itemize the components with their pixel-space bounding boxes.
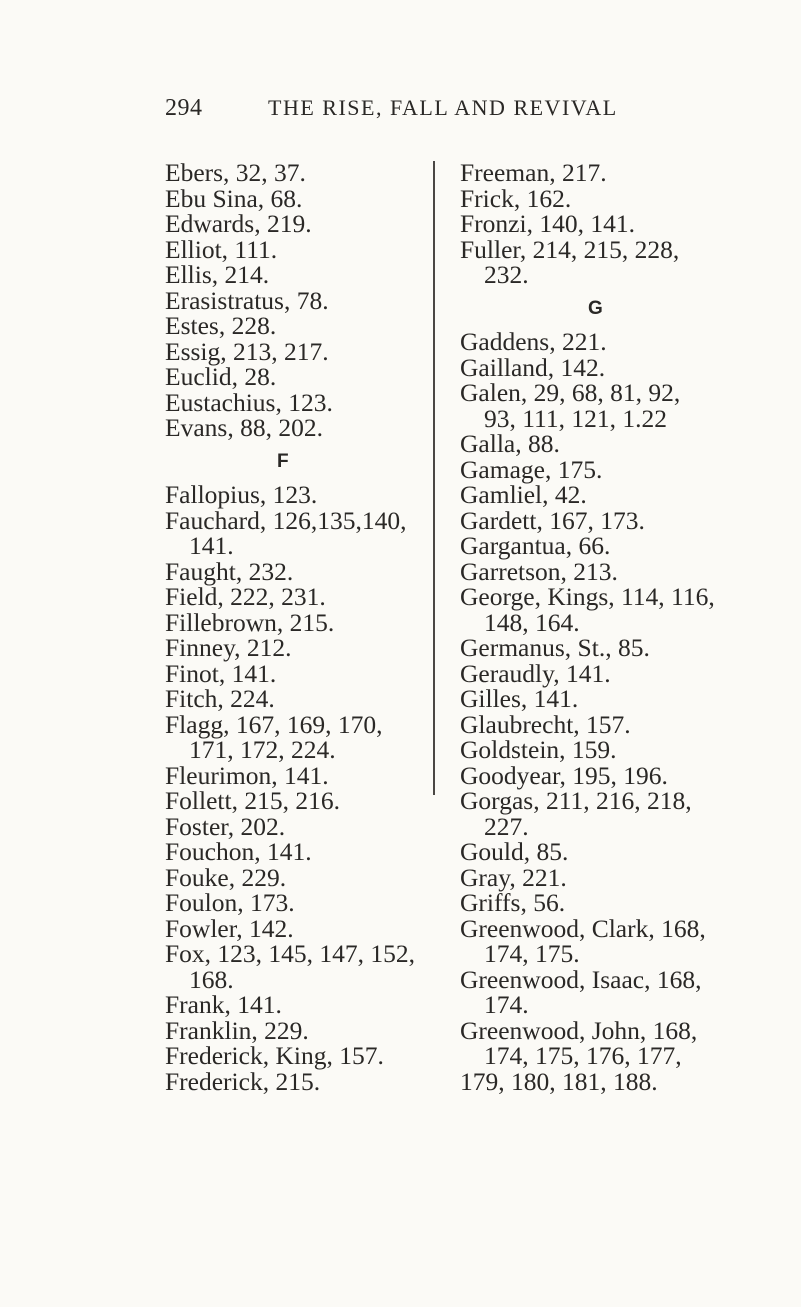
index-entry bbox=[460, 635, 722, 661]
index-entry-text: Fitch, 224. bbox=[165, 684, 275, 713]
index-column-right bbox=[460, 160, 722, 1094]
index-column-left bbox=[165, 160, 427, 1094]
index-entry-text: Gilles, 141. bbox=[460, 684, 579, 713]
index-entry bbox=[460, 533, 722, 559]
index-entry bbox=[165, 890, 427, 916]
index-group-f bbox=[165, 482, 427, 1094]
index-entry bbox=[460, 160, 722, 186]
index-entry-text: Ebu Sina, 68. bbox=[165, 183, 303, 213]
index-entry-text: George, Kings, 114, 116, bbox=[460, 582, 715, 611]
index-entry bbox=[460, 431, 722, 457]
index-entry-text: Greenwood, Isaac, 168, bbox=[460, 964, 702, 994]
index-entry-continuation: 148, 164. bbox=[484, 607, 580, 637]
index-entry-text: Gargantua, 66. bbox=[460, 531, 611, 560]
index-entry-text: Frederick, King, 157. bbox=[165, 1041, 384, 1070]
index-entry-text: Gorgas, 211, 216, 218, bbox=[460, 786, 692, 815]
index-entry-text: Fouchon, 141. bbox=[165, 837, 312, 866]
index-entry bbox=[460, 183, 722, 213]
index-entry-text: 179, 180, 181, 188. bbox=[460, 1066, 658, 1096]
index-entry-text: Franklin, 229. bbox=[165, 1015, 309, 1045]
index-group-e bbox=[165, 160, 427, 441]
index-entry-text: Evans, 88, 202. bbox=[165, 413, 323, 442]
index-entry-text: Finney, 212. bbox=[165, 633, 292, 662]
index-entry-text: Euclid, 28. bbox=[165, 362, 277, 391]
index-entry-text: Gamage, 175. bbox=[460, 454, 603, 484]
index-entry-continuation: 174, 175. bbox=[484, 939, 580, 968]
index-entry bbox=[165, 262, 427, 288]
index-entry-text: Field, 222, 231. bbox=[165, 582, 326, 611]
index-entry-text: Goldstein, 159. bbox=[460, 735, 617, 764]
index-entry-text: Glaubrecht, 157. bbox=[460, 709, 631, 739]
index-entry-text: Estes, 228. bbox=[165, 311, 277, 340]
index-entry-text: Gamliel, 42. bbox=[460, 480, 587, 509]
index-entry bbox=[165, 234, 427, 264]
index-entry bbox=[165, 211, 427, 237]
index-entry bbox=[165, 839, 427, 865]
index-entry-text: Ebers, 32, 37. bbox=[165, 158, 306, 187]
index-entry-text: Greenwood, John, 168, bbox=[460, 1015, 698, 1045]
index-entry bbox=[460, 482, 722, 508]
index-entry-text: Fallopius, 123. bbox=[165, 480, 318, 509]
index-entry-text: Fleurimon, 141. bbox=[165, 760, 329, 790]
index-entry-text: Follett, 215, 216. bbox=[165, 786, 340, 815]
index-entry bbox=[165, 1066, 427, 1096]
index-entry-text: Fillebrown, 215. bbox=[165, 607, 335, 637]
index-group-f-continued bbox=[460, 160, 722, 288]
index-entry bbox=[165, 364, 427, 390]
index-entry-text: Frick, 162. bbox=[460, 183, 572, 213]
index-entry bbox=[165, 160, 427, 186]
index-entry bbox=[460, 1015, 722, 1070]
index-entry-text: Greenwood, Clark, 168, bbox=[460, 913, 706, 943]
index-entry bbox=[165, 709, 427, 764]
index-entry-text: Geraudly, 141. bbox=[460, 658, 611, 688]
index-entry-text: Gould, 85. bbox=[460, 837, 569, 866]
index-entry bbox=[460, 709, 722, 739]
index-group-g bbox=[460, 329, 722, 1094]
index-entry bbox=[460, 686, 722, 712]
index-entry bbox=[460, 788, 722, 839]
index-entry-text: Gardett, 167, 173. bbox=[460, 505, 645, 535]
index-entry-text: Galla, 88. bbox=[460, 429, 560, 458]
section-letter-f: F bbox=[277, 450, 289, 472]
index-entry-continuation: 227. bbox=[484, 811, 529, 841]
index-entry bbox=[165, 913, 427, 943]
index-entry bbox=[460, 211, 722, 237]
index-entry bbox=[165, 941, 427, 992]
index-entry bbox=[165, 658, 427, 688]
index-entry bbox=[165, 760, 427, 790]
index-entry bbox=[165, 788, 427, 814]
section-letter-g: G bbox=[588, 297, 603, 319]
index-entry bbox=[165, 584, 427, 610]
index-entry bbox=[460, 1066, 722, 1096]
index-entry-continuation: 232. bbox=[484, 260, 529, 289]
index-entry-text: Garretson, 213. bbox=[460, 556, 618, 586]
index-entry-text: Finot, 141. bbox=[165, 658, 277, 688]
index-entry-text: Gailland, 142. bbox=[460, 352, 606, 382]
index-entry bbox=[460, 890, 722, 916]
index-entry-continuation: 93, 111, 121, 1.22 bbox=[484, 403, 667, 433]
index-entry-text: Faught, 232. bbox=[165, 556, 294, 586]
index-entry bbox=[460, 584, 722, 635]
index-entry-continuation: 141. bbox=[189, 531, 234, 560]
index-entry-text: Gray, 221. bbox=[460, 862, 567, 892]
index-entry-text: Fouke, 229. bbox=[165, 862, 287, 892]
index-entry bbox=[460, 556, 722, 586]
index-entry-text: Fuller, 214, 215, 228, bbox=[460, 234, 680, 264]
index-entry bbox=[460, 329, 722, 355]
index-entry-text: Ellis, 214. bbox=[165, 260, 270, 289]
index-entry-text: Fauchard, 126,135,140, bbox=[165, 505, 407, 535]
index-entry bbox=[165, 1015, 427, 1045]
column-divider bbox=[433, 161, 435, 795]
index-entry-text: Freeman, 217. bbox=[460, 158, 607, 187]
index-entry bbox=[165, 505, 427, 560]
running-title: THE RISE, FALL AND REVIVAL bbox=[268, 95, 618, 120]
index-entry-text: Essig, 213, 217. bbox=[165, 336, 329, 366]
index-entry bbox=[460, 505, 722, 535]
index-entry-text: Frederick, 215. bbox=[165, 1066, 321, 1096]
page-number: 294 bbox=[165, 95, 203, 121]
index-entry bbox=[460, 658, 722, 688]
index-entry bbox=[460, 380, 722, 431]
index-entry bbox=[165, 635, 427, 661]
index-entry bbox=[165, 183, 427, 213]
index-entry bbox=[165, 482, 427, 508]
index-entry bbox=[165, 992, 427, 1018]
index-entry-continuation: 168. bbox=[189, 964, 234, 994]
index-entry-text: Fowler, 142. bbox=[165, 913, 294, 943]
index-entry bbox=[460, 913, 722, 968]
index-entry bbox=[460, 454, 722, 484]
index-entry-text: Frank, 141. bbox=[165, 990, 282, 1019]
index-entry-text: Foulon, 173. bbox=[165, 888, 295, 917]
index-entry-continuation: 171, 172, 224. bbox=[189, 735, 336, 764]
index-entry bbox=[460, 964, 722, 1019]
index-entry-continuation: 174, 175, 176, 177, bbox=[484, 1041, 682, 1070]
index-entry bbox=[460, 352, 722, 382]
index-entry-text: Germanus, St., 85. bbox=[460, 633, 650, 662]
index-entry bbox=[460, 839, 722, 865]
index-entry-continuation: 174. bbox=[484, 990, 529, 1019]
index-entry bbox=[165, 686, 427, 712]
index-entry bbox=[165, 862, 427, 892]
index-entry-text: Galen, 29, 68, 81, 92, bbox=[460, 378, 681, 407]
index-entry-text: Edwards, 219. bbox=[165, 209, 312, 238]
index-entry-text: Fox, 123, 145, 147, 152, bbox=[165, 939, 416, 968]
index-entry-text: Gaddens, 221. bbox=[460, 327, 607, 356]
index-entry bbox=[165, 1043, 427, 1069]
index-entry bbox=[460, 862, 722, 892]
index-entry bbox=[460, 737, 722, 763]
index-entry bbox=[460, 760, 722, 790]
index-entry bbox=[165, 313, 427, 339]
index-entry bbox=[165, 556, 427, 586]
index-entry-text: Griffs, 56. bbox=[460, 888, 566, 917]
index-entry bbox=[460, 234, 722, 289]
index-entry bbox=[165, 415, 427, 441]
index-entry-text: Fronzi, 140, 141. bbox=[460, 209, 635, 238]
index-entry-text: Eustachius, 123. bbox=[165, 387, 333, 417]
index-entry-text: Elliot, 111. bbox=[165, 234, 278, 264]
index-entry bbox=[165, 285, 427, 315]
index-entry bbox=[165, 336, 427, 366]
index-entry bbox=[165, 811, 427, 841]
index-entry-text: Goodyear, 195, 196. bbox=[460, 760, 668, 790]
index-entry bbox=[165, 607, 427, 637]
index-entry-text: Flagg, 167, 169, 170, bbox=[165, 709, 383, 739]
index-entry-text: Erasistratus, 78. bbox=[165, 285, 329, 315]
index-entry bbox=[165, 387, 427, 417]
index-entry-text: Foster, 202. bbox=[165, 811, 286, 841]
